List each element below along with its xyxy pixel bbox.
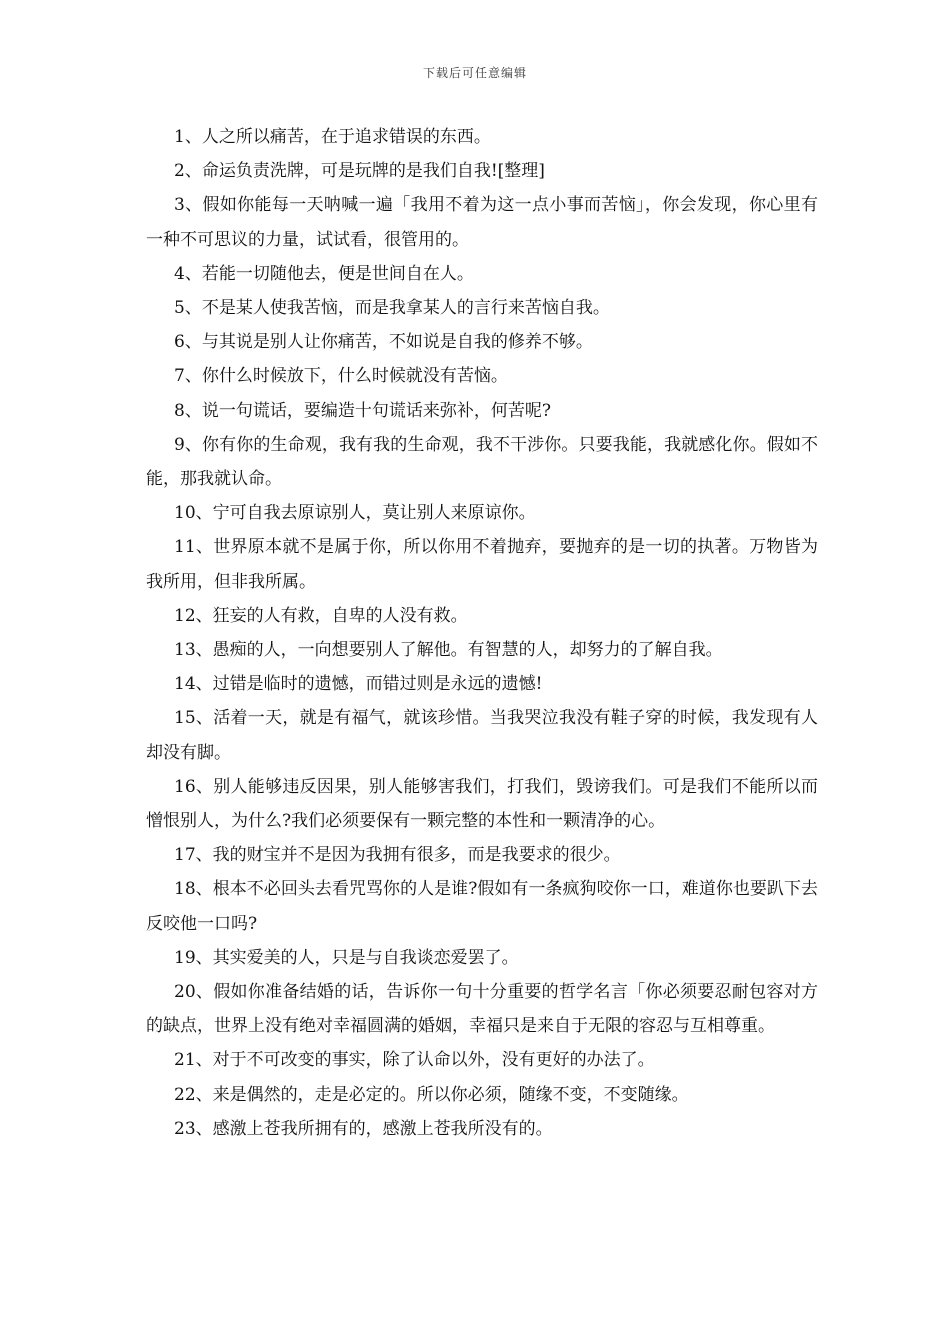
document-body — [146, 120, 818, 1146]
paragraph-6: 6、与其说是别人让你痛苦，不如说是自我的修养不够。 — [174, 332, 593, 353]
paragraph-9: 9、你有你的生命观，我有我的生命观，我不干涉你。只要我能，我就感化你。假如不能，那我就认命。 — [146, 434, 818, 490]
paragraph-5: 5、不是某人使我苦恼，而是我拿某人的言行来苦恼自我。 — [174, 298, 610, 319]
paragraph-19: 19、其实爱美的人，只是与自我谈恋爱罢了。 — [174, 947, 519, 968]
paragraph-4: 4、若能一切随他去，便是世间自在人。 — [174, 263, 474, 284]
paragraph-13: 13、愚痴的人，一向想要别人了解他。有智慧的人，却努力的了解自我。 — [174, 640, 723, 661]
paragraph-8: 8、说一句谎话，要编造十句谎话来弥补，何苦呢? — [174, 400, 551, 421]
paragraph-23: 23、感激上苍我所拥有的，感激上苍我所没有的。 — [174, 1118, 553, 1139]
paragraph-22: 22、来是偶然的，走是必定的。所以你必须，随缘不变，不变随缘。 — [174, 1084, 689, 1105]
paragraph-1: 1、人之所以痛苦，在于追求错误的东西。 — [174, 127, 491, 147]
paragraph-15: 15、活着一天，就是有福气，就该珍惜。当我哭泣我没有鞋子穿的时候，我发现有人却没有脚。 — [146, 708, 818, 763]
paragraph-10: 10、宁可自我去原谅别人，莫让别人来原谅你。 — [174, 503, 536, 524]
paragraph-18: 18、根本不必回头去看咒骂你的人是谁?假如有一条疯狗咬你一口，难道你也要趴下去反咬他一口吗? — [146, 879, 818, 934]
paragraph-21: 21、对于不可改变的事实，除了认命以外，没有更好的办法了。 — [174, 1050, 655, 1071]
paragraph-7: 7、你什么时候放下，什么时候就没有苦恼。 — [174, 366, 508, 387]
paragraph-2: 2、命运负责洗牌，可是玩牌的是我们自我![整理] — [174, 161, 545, 182]
page-header: 下载后可任意编辑 — [422, 66, 527, 80]
paragraph-16: 16、别人能够违反因果，别人能够害我们，打我们，毁谤我们。可是我们不能所以而憎恨别人，为什么?我们必须要保有一颗完整的本性和一颗清净的心。 — [146, 776, 818, 832]
paragraph-14: 14、过错是临时的遗憾，而错过则是永远的遗憾! — [174, 674, 543, 695]
paragraph-17: 17、我的财宝并不是因为我拥有很多，而是我要求的很少。 — [174, 845, 621, 866]
paragraph-12: 12、狂妄的人有救，自卑的人没有救。 — [174, 605, 468, 626]
paragraph-11: 11、世界原本就不是属于你，所以你用不着抛弃，要抛弃的是一切的执著。万物皆为我所用，但非我所属。 — [146, 537, 818, 592]
paragraph-3: 3、假如你能每一天呐喊一遍「我用不着为这一点小事而苦恼」，你会发现，你心里有一种不可思议的力量，试试看，很管用的。 — [146, 195, 818, 250]
paragraph-20: 20、假如你准备结婚的话，告诉你一句十分重要的哲学名言「你必须要忍耐包容对方的缺点，世界上没有绝对幸福圆满的婚姻，幸福只是来自于无限的容忍与互相尊重。 — [146, 982, 818, 1037]
